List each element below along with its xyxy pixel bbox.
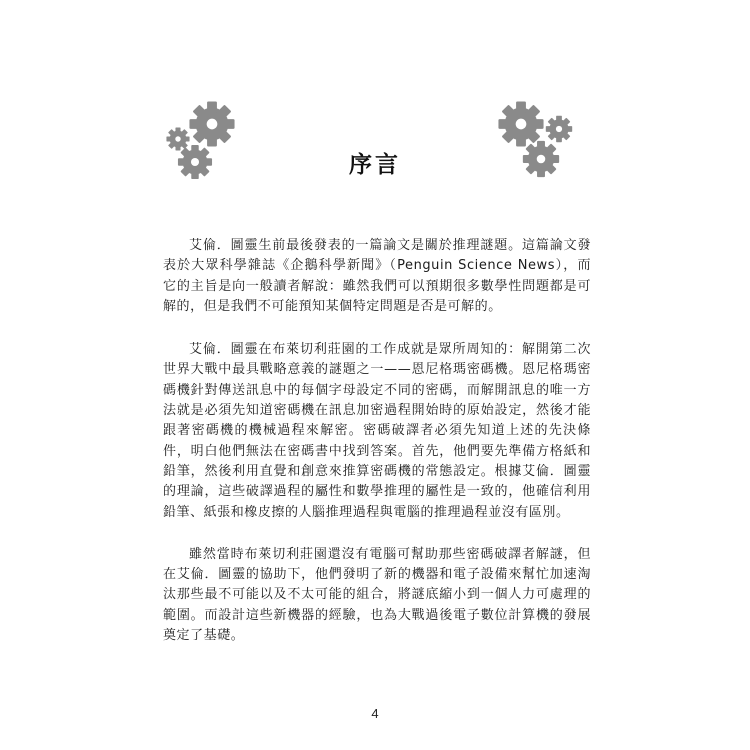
paragraph: 雖然當時布萊切利莊園還沒有電腦可幫助那些密碼破譯者解謎，但在艾倫．圖靈的協助下，他們發明了新的機器和電子設備來幫忙加速淘汰那些最不可能以及不太可能的組合，將謎底縮小到一個人力可處理的範圍。而設計這些新機器的經驗，也為大戰過後電子數位計算機的發展奠定了基礎。 [163, 546, 591, 644]
paragraph: 艾倫．圖靈在布萊切利莊園的工作成就是眾所周知的：解開第二次世界大戰中最具戰略意義的謎題之一——恩尼格瑪密碼機。恩尼格瑪密碼機針對傳送訊息中的每個字母設定不同的密碼，而解開訊息的唯一方法就是必須先知道密碼機在訊息加密過程開始時的原始設定，然後才能跟著密碼機的機械過程來解密。密碼破譯者必須先知道上述的先決條件，明白他們無法在密碼書中找到答案。首先，他們要先準備方格紙和鉛筆，然後利用直覺和創意來推算密碼機的常態設定。根據艾倫．圖靈的理論，這些破譯過程的屬性和數學推理的屬性是一致的，他確信利用鉛筆、紙張和橡皮擦的人腦推理過程與電腦的推理過程並沒有區別。 [163, 342, 591, 520]
paragraph: 艾倫．圖靈生前最後發表的一篇論文是關於推理謎題。這篇論文發表於大眾科學雜誌《企鵝科學新聞》（Penguin Science News），而它的主旨是向一般讀者解說：雖然我們可以預期很多數學性問題都是可解的，但是我們不可能預知某個特定問題是否是可解的。 [163, 238, 591, 314]
body-text [163, 236, 591, 669]
page-number: 4 [371, 706, 379, 721]
page-title: 序言 [349, 152, 401, 178]
